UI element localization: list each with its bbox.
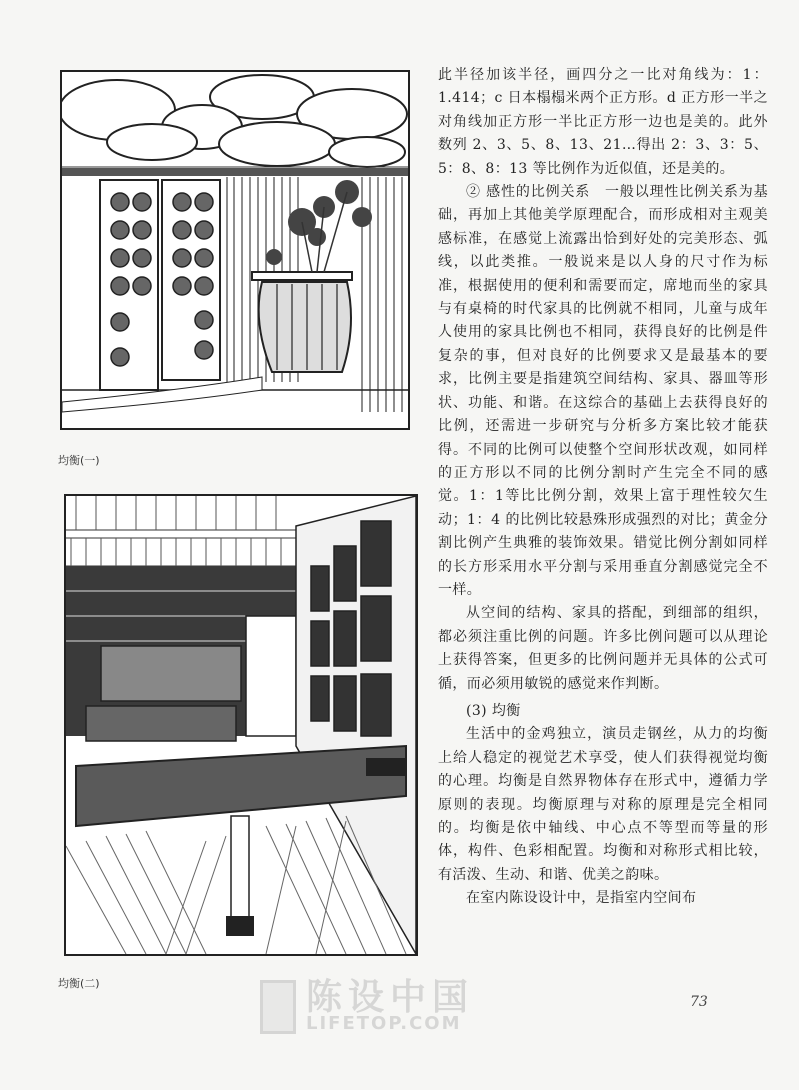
watermark-mark-icon: [260, 980, 296, 1034]
paragraph-sensory-proportion: [438, 181, 768, 602]
sketch-room-two: [66, 496, 416, 954]
paragraph-space-structure: 从空间的结构、家具的搭配，到细部的组织，都必须注重比例的问题。许多比例问题可以从理论上获得答案，但更多的比例问题并无具体的公式可循，而必须用敏锐的感觉来作判断。: [438, 605, 768, 692]
paragraph-balance: 生活中的金鸡独立，演员走钢丝，从力的均衡上给人稳定的视觉艺术享受，使人们获得视觉均衡的心理。均衡是自然界物体存在形式中，遵循力学原则的表现。均衡原理与对称的原理是完全相同的。均衡是依中轴线、中心点不等型而等量的形体，构件、色彩相配置。均衡和对称形式相比较，有活泼、生动、和谐、优美之韵味。: [438, 726, 768, 883]
sensory-proportion-body: 一般以理性比例关系为基础，再加上其他美学原理配合，而形成相对主观美感标准，在感觉上流露出恰到好处的完美形态、弧线，以此类推。一般说来是以人身的尺寸作为标准，根据使用的便利和需要而定，席地而坐的家具与有桌椅的时代家具的比例就不相同，儿童与成年人使用的家具比例也不相同，获得良好的比例是件复杂的事，但对良好的比例要求又是最基本的要求，比例主要是指建筑空间结构、家具、器皿等形状、功能、和谐。在这综合的基础上去获得良好的比例，还需进一步研究与分析多方案比较才能获得。不同的比例可以使整个空间形状改观，如同样的正方形以不同的比例分割时产生完全不同的感觉。1：1等比比例分割，效果上富于理性较欠生动；1：4 的比例比较悬殊形成强烈的对比；黄金分割比例产生典雅的装饰效果。错觉比例分割如同样的长方形采用水平分割与采用垂直分割感觉完全不一样。: [438, 184, 768, 598]
watermark-logo: [260, 977, 550, 1034]
illustration-balance-one: [60, 70, 410, 430]
paragraph-proportion-continued: 此半径加该半径，画四分之一比对角线为：1：1.414；c 日本榻榻米两个正方形。d 正方形一半之对角线加正方形一半比正方形一边也是美的。此外数列 2、3、5、8、13、21…得出 2：3、3：5、5：8、8：13 等比例作为近似值，还是美的。: [438, 67, 768, 177]
sketch-room-one: [62, 72, 408, 428]
watermark-chinese: 陈设中国: [306, 977, 475, 1018]
section-heading-balance: (3) 均衡: [466, 702, 521, 719]
paragraph-interior-design: 在室内陈设设计中，是指室内空间布: [466, 890, 697, 907]
figure-caption-one: 均衡(一): [58, 454, 100, 467]
illustration-balance-two: [64, 494, 418, 956]
body-text-column: [438, 64, 768, 911]
page-number: 73: [690, 994, 708, 1010]
figure-caption-two: 均衡(二): [58, 977, 100, 990]
watermark-english: LIFETOP.COM: [306, 1013, 462, 1034]
sensory-proportion-lead: ② 感性的比例关系: [466, 184, 591, 201]
